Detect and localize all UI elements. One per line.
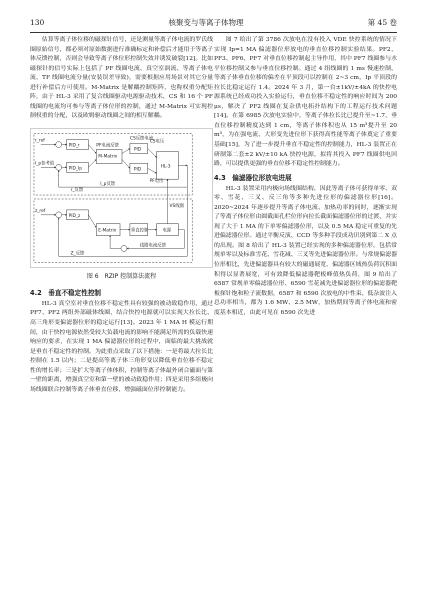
sum-node-z <box>56 212 62 218</box>
label-e-matrix: E-Matrix <box>98 228 117 234</box>
rzip-control-diagram <box>30 128 213 268</box>
label-pid-ip: PID_Ip <box>68 166 83 172</box>
sum-node-vs <box>121 245 127 251</box>
label-ip-feedback: I_p反馈 <box>100 182 116 188</box>
section-title-4-3: 4.3 偏滤器位形放电进展 <box>214 173 292 182</box>
right-paragraph-1: 图 7 给出了第 3786 次放电在没有投入 VDE 快控系统的情况下实现 Ip=1 MA 偏滤器位形放电的垂直位移控制实验结果。PF2、PF3、PF6、PF7 对垂直位移控制起主导作用，其中 PF7 线圈参与水平位移控制又参与垂直位移控制。通过 4 组线圈的 1 ms 慢速控制，等离子体垂直位移的偏差在平顶段可以控制在 2~3 cm，Ip 平顶段的拉长比稳定运行 1.4。2024 年 3 月，第一台±1kV/±4kA 的快控电源系统已经成功投入实验运行，垂直位移不稳定性的响应时间为 200 μs，解决了 PF2 线圈在复杂供电拓扑结构下的工程运行技术问题[14]。在第 6985 次放电实验中，等离子体拉长比已提升至~1.7，垂直位移控制精度达到 1 cm，等离子体体积也从 15 m³提升至 20 m³，为在强电流、大形变先进位形下获得高性能等离子体奠定了重要基础[15]，为了进一步提升垂直不稳定性的控制能力，HL-3 装置正在研制第二套±2 kV/±10 kA 快控电源，拟将其投入 PF7 线圈供电回路，可以提供更强的垂直位移不稳定性控制能力。 <box>214 37 397 168</box>
label-cs-voltage: CS电压 <box>149 139 165 145</box>
label-vs-control: 垂直控制 <box>130 228 149 234</box>
label-cs-feedback: CS反馈电流 <box>129 136 154 142</box>
label-vs-coil: VS线圈 <box>169 203 184 209</box>
journal-title: 核聚变与等离子体物理 <box>168 17 244 27</box>
page-header <box>30 12 397 33</box>
right-column <box>214 36 397 318</box>
label-z-ref: z_ref <box>34 208 46 214</box>
left-column <box>30 36 213 395</box>
left-paragraph-1: 估算等离子体位移的磁探针信号，还是测量等离子体电流的罗氏线圈原始信号，都必须对原始数据进行准确标定和补偿后才能用于等离子体反馈控制，否则会导致等离子体位形控制失效并诱发破裂[12]。比如磁探针的信号实际上包括了 PF 线圈电流、真空室涡流、等离子体电流、TF 线圈电流分量(安装误差导致)，需要根据应用场景对其它分量进行补偿后方可使用。M-Matrix 是解耦控制矩阵，也称权重分配矩阵，由于 HL-3 采用了复合线圈驱动电源驱动技术，CS 和 16 个 PF 线圈的电流均可参与等离子体位形的控制，通过 M-Matrix 可实现控制权重的分配，以及欧姆驱动线圈之间的相互解耦。 <box>30 37 213 120</box>
label-ip-ref: I_p参考值 <box>34 161 55 167</box>
label-pf-voltage: PF电压 <box>149 179 164 185</box>
section-title-4-2: 4.2 垂直不稳定性控制 <box>30 288 102 297</box>
label-pid-2: PID <box>133 167 142 173</box>
label-r-ref: r_ref <box>34 138 45 144</box>
page-number: 130 <box>30 17 45 27</box>
label-pid-z: PID_z <box>68 213 81 219</box>
label-pf-feedback: PF电流反馈 <box>96 143 119 149</box>
label-pid-1: PID <box>133 147 142 153</box>
label-hl3: HL-3 <box>160 164 171 170</box>
figure-caption: 图 6 RZIP 控制算法流程 <box>86 272 157 280</box>
left-paragraph-2: HL-3 真空室对垂直位移不稳定性具有较强的被动致稳作用，通过 PF7、PF2 两组外部磁体线圈，结合快控电源就可以实现大拉长比、高三角形变偏滤器位形的稳定运行[13]。2023 年 1 MA H 模运行期间，由于快控电源依然受较大负载电流的影响不能满足所需的负载快速响应的要求，在实现 1 MA 偏滤器位形的过程中，面临的最大挑战就是垂直不稳定性的控制。为此重点采取了以下措施：一是将最大拉长比控制在 1.5 以内；二是提高等离子体三角形变以降低垂直位移不稳定性的增长率；三是扩大等离子体体积，控制等离子体最外闭合磁面与第一壁的距离，增强真空室和第一壁的被动致稳作用；四是采用多组极向场线圈联合控制等离子体垂直位移，增强磁面位形控制能力。 <box>30 300 213 393</box>
volume-number: 第 45 卷 <box>367 17 397 27</box>
sum-node-r <box>56 142 62 148</box>
label-pid-r: PID_r <box>68 143 80 149</box>
right-paragraph-2: HL-3 装置采用内极向场线圈结构，因此等离子体可获得单零、双零、雪花、三叉、反三角等多种先进位形的偏滤器位形[16]。2020~2024 年逐步提升等离子体电流、加热功率的同时，逐渐实现了等离子体位形由圆截面孔栏位形向拉长截面偏滤器位形的过渡，并实现了大于 1 MA 的下单零偏滤器位形，以及 0.5 MA 稳定可重复的先进偏滤器位形。通过平衡反演、CCD 等多种手段成功识别到第二 X 点的出现。图 8 给出了 HL-3 装置已经实现的多种偏滤器位形，包括常规单零以及标准雪花、雪花减、三叉等先进偏滤器位形。与常规偏滤器位形相比，先进偏滤器具有较大的磁通展宽，偏滤器区域热负荷沉积面积得以显著展宽，可有效降低偏滤器靶板峰值热负荷，图 9 给出了 6587 常规单零偏滤器位形、6590 雪花减先进偏滤器位形的偏滤器靶板探针饱和粒子流数据，6587 和 6590 次放电的中性束、低杂波注入总功率相当，都为 1.6 MW、2.5 MW，加热期间等离子体电流和密度基本相近，由此可见在 6590 次先进 <box>214 185 397 316</box>
sum-node-ip <box>56 164 62 170</box>
label-feedback-r: r_反馈 <box>70 187 84 193</box>
label-feedback-z: Z_反馈 <box>70 251 85 257</box>
label-coil-feedback: 线圈电流反馈 <box>139 243 166 249</box>
label-power: 电源 <box>162 228 172 234</box>
label-m-matrix: M-Matrix <box>98 154 118 160</box>
rzip-control-svg <box>31 129 212 267</box>
